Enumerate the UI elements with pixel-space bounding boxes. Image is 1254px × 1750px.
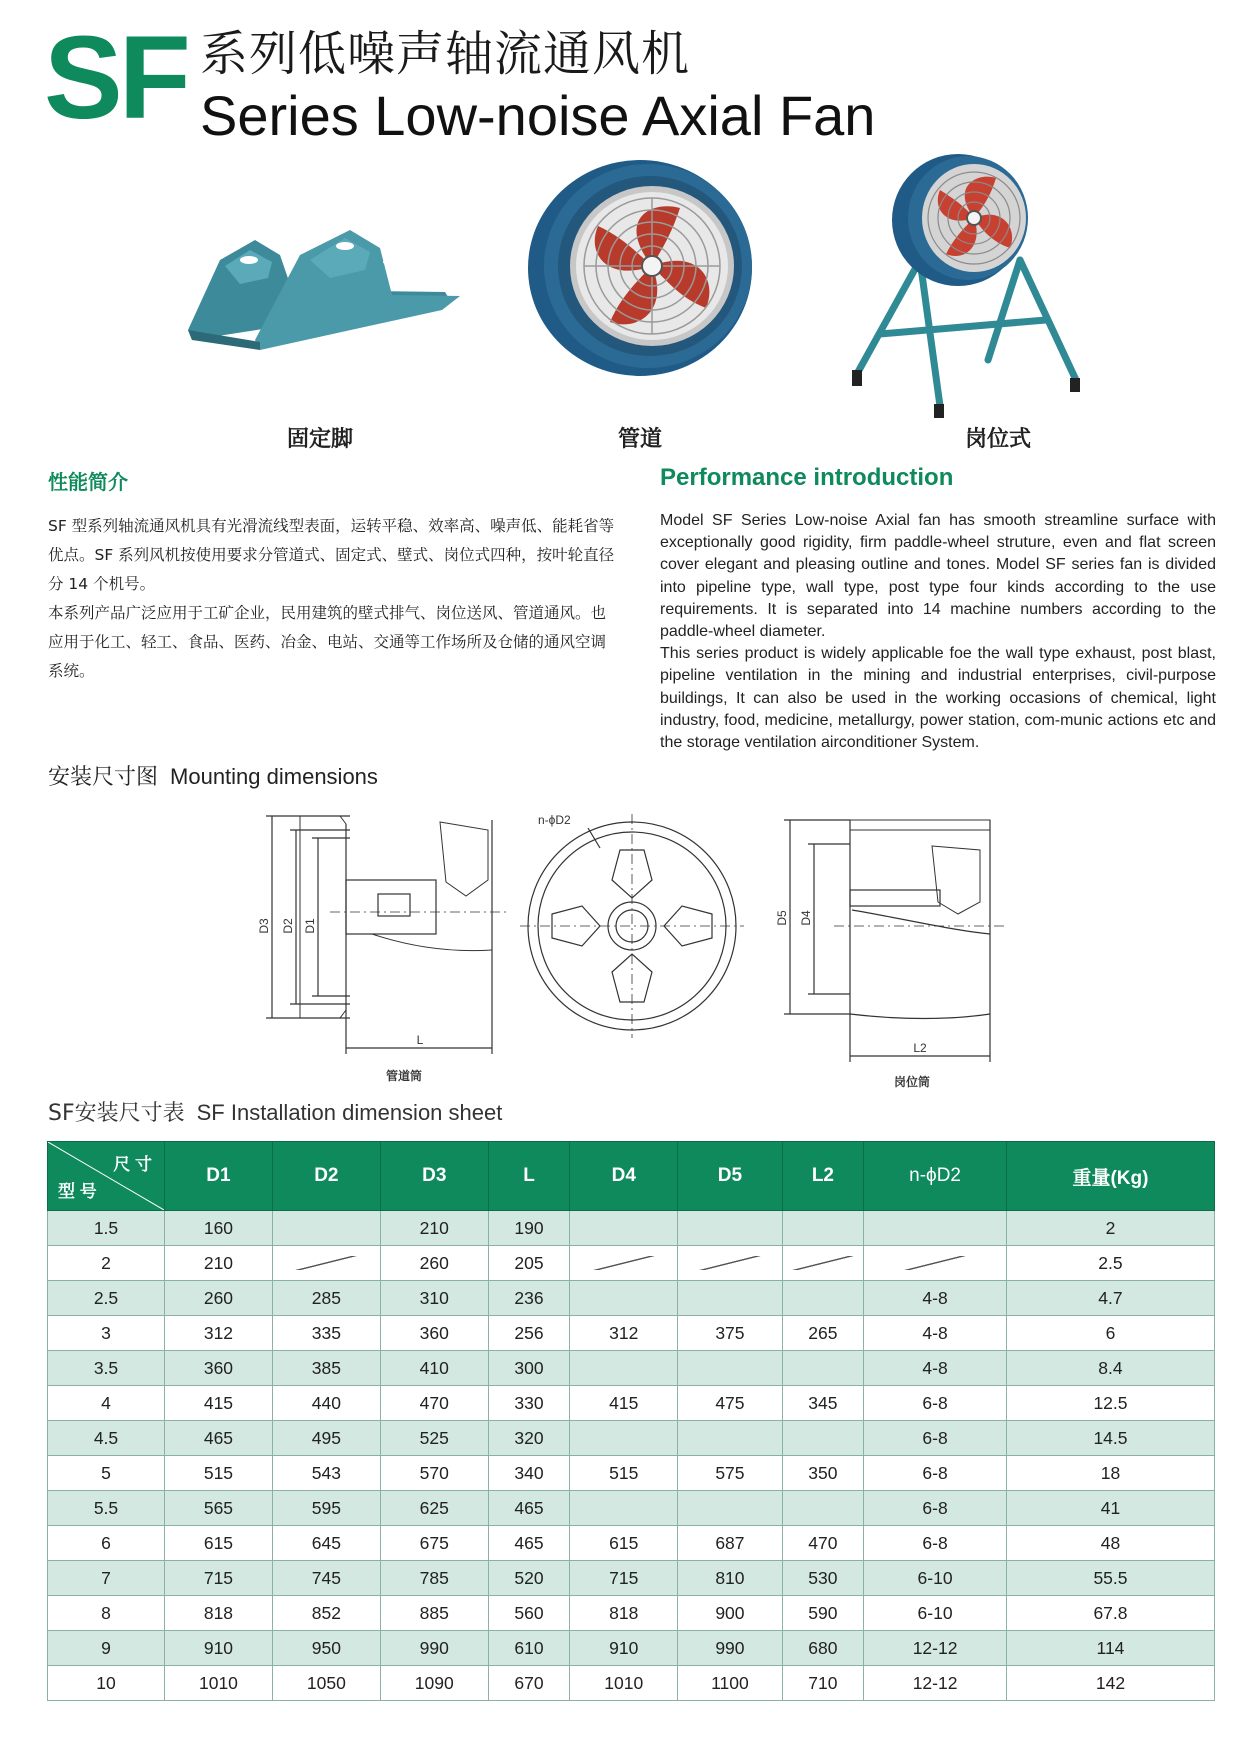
table-row — [48, 1211, 1215, 1246]
table-cell: 210 — [165, 1246, 273, 1281]
corner-label-size: 尺 寸 — [113, 1155, 152, 1174]
table-cell: 910 — [165, 1631, 273, 1666]
column-header: D1 — [165, 1142, 273, 1211]
table-cell: 236 — [488, 1281, 570, 1316]
table-row — [48, 1666, 1215, 1701]
post-caption: 岗位筒 — [893, 1075, 931, 1089]
model-cell: 9 — [48, 1631, 165, 1666]
intro-text-en — [660, 510, 1216, 754]
table-cell: 67.8 — [1006, 1596, 1214, 1631]
table-cell: 14.5 — [1006, 1421, 1214, 1456]
table-cell: 575 — [678, 1456, 782, 1491]
label-l2: L2 — [913, 1041, 927, 1055]
page-title-en: Series Low-noise Axial Fan — [200, 84, 876, 147]
table-cell — [864, 1246, 1007, 1281]
table-cell: 114 — [1006, 1631, 1214, 1666]
table-cell: 312 — [570, 1316, 678, 1351]
table-row — [48, 1421, 1215, 1456]
table-cell: 312 — [165, 1316, 273, 1351]
column-header: D5 — [678, 1142, 782, 1211]
table-cell: 1010 — [165, 1666, 273, 1701]
table-cell: 543 — [272, 1456, 380, 1491]
table-cell: 818 — [165, 1596, 273, 1631]
table-cell: 4-8 — [864, 1316, 1007, 1351]
table-cell: 525 — [380, 1421, 488, 1456]
table-cell: 12-12 — [864, 1666, 1007, 1701]
label-d1: D1 — [303, 918, 317, 934]
table-cell: 6 — [1006, 1316, 1214, 1351]
table-cell — [782, 1211, 864, 1246]
intro-paragraph-cn-1: SF 型系列轴流通风机具有光滑流线型表面，运转平稳、效率高、噪声低、能耗省等优点。SF 系列风机按使用要求分管道式、固定式、壁式、岗位式四种，按叶轮直径分 14 个机号。 — [48, 517, 615, 593]
table-cell: 415 — [165, 1386, 273, 1421]
table-cell: 900 — [678, 1596, 782, 1631]
table-cell: 465 — [165, 1421, 273, 1456]
table-cell: 950 — [272, 1631, 380, 1666]
duct-caption: 管道筒 — [385, 1069, 423, 1083]
table-cell: 6-10 — [864, 1596, 1007, 1631]
table-cell: 440 — [272, 1386, 380, 1421]
mounting-title-cn: 安装尺寸图 — [48, 765, 159, 790]
table-cell: 265 — [782, 1316, 864, 1351]
table-cell: 515 — [165, 1456, 273, 1491]
table-cell — [782, 1491, 864, 1526]
table-cell — [864, 1211, 1007, 1246]
table-cell: 300 — [488, 1351, 570, 1386]
table-cell: 360 — [165, 1351, 273, 1386]
table-cell — [678, 1351, 782, 1386]
model-cell: 6 — [48, 1526, 165, 1561]
table-cell — [570, 1351, 678, 1386]
table-cell: 885 — [380, 1596, 488, 1631]
intro-paragraph-en-1: Model SF Series Low-noise Axial fan has smooth streamline surface with exceptionally good rigidity, firm paddle-wheel struture, even and flat screen cover elegant and pleasing outline and tones. Model SF series fan is divided into pipeline type, wall type, post type four kinds according to the use requirements. It is separated into 14 machine numbers according to the paddle-wheel diameter. — [660, 512, 1216, 641]
table-row — [48, 1526, 1215, 1561]
table-cell: 818 — [570, 1596, 678, 1631]
table-cell: 645 — [272, 1526, 380, 1561]
table-cell: 340 — [488, 1456, 570, 1491]
intro-text-cn — [48, 512, 618, 686]
table-cell: 385 — [272, 1351, 380, 1386]
table-cell — [272, 1246, 380, 1281]
table-cell: 565 — [165, 1491, 273, 1526]
table-cell: 670 — [488, 1666, 570, 1701]
intro-heading-en: Performance introduction — [660, 464, 954, 491]
table-cell: 160 — [165, 1211, 273, 1246]
table-corner-header — [48, 1142, 165, 1211]
table-cell: 990 — [678, 1631, 782, 1666]
table-cell — [678, 1491, 782, 1526]
table-body — [48, 1211, 1215, 1701]
label-d5: D5 — [775, 910, 789, 926]
table-cell: 360 — [380, 1316, 488, 1351]
table-cell: 465 — [488, 1526, 570, 1561]
table-cell: 12-12 — [864, 1631, 1007, 1666]
table-cell: 2.5 — [1006, 1246, 1214, 1281]
table-cell: 6-10 — [864, 1561, 1007, 1596]
sheet-title-cn: SF安装尺寸表 — [48, 1101, 185, 1126]
post-side-drawing — [784, 820, 1006, 1062]
table-cell: 530 — [782, 1561, 864, 1596]
table-row — [48, 1631, 1215, 1666]
mounting-title-en: Mounting dimensions — [170, 764, 378, 789]
table-cell — [272, 1211, 380, 1246]
table-cell: 625 — [380, 1491, 488, 1526]
corner-label-model: 型 号 — [58, 1182, 97, 1201]
column-header: D4 — [570, 1142, 678, 1211]
table-cell: 590 — [782, 1596, 864, 1631]
table-row — [48, 1351, 1215, 1386]
table-cell: 18 — [1006, 1456, 1214, 1491]
table-cell: 41 — [1006, 1491, 1214, 1526]
model-cell: 2 — [48, 1246, 165, 1281]
column-header: 重量(Kg) — [1006, 1142, 1214, 1211]
table-cell — [570, 1246, 678, 1281]
product-label-base: 固定脚 — [286, 427, 353, 452]
sheet-title — [48, 1096, 502, 1127]
table-cell: 745 — [272, 1561, 380, 1596]
table-cell: 495 — [272, 1421, 380, 1456]
table-cell: 470 — [380, 1386, 488, 1421]
table-cell: 375 — [678, 1316, 782, 1351]
table-cell: 410 — [380, 1351, 488, 1386]
table-cell: 1010 — [570, 1666, 678, 1701]
column-header: D2 — [272, 1142, 380, 1211]
model-cell: 4.5 — [48, 1421, 165, 1456]
table-cell — [570, 1211, 678, 1246]
table-cell: 330 — [488, 1386, 570, 1421]
table-cell: 260 — [380, 1246, 488, 1281]
table-row — [48, 1316, 1215, 1351]
table-cell: 710 — [782, 1666, 864, 1701]
intro-paragraph-cn-2: 本系列产品广泛应用于工矿企业，民用建筑的壁式排气、岗位送风、管道通风。也应用于化工、轻工、食品、医药、冶金、电站、交通等工作场所及仓储的通风空调系统。 — [48, 604, 607, 680]
duct-fan-image — [520, 160, 760, 384]
table-cell — [570, 1491, 678, 1526]
column-header: L2 — [782, 1142, 864, 1211]
table-cell: 680 — [782, 1631, 864, 1666]
table-cell: 615 — [570, 1526, 678, 1561]
table-cell: 12.5 — [1006, 1386, 1214, 1421]
model-cell: 4 — [48, 1386, 165, 1421]
model-cell: 3.5 — [48, 1351, 165, 1386]
dimension-table — [47, 1141, 1215, 1701]
table-cell: 6-8 — [864, 1421, 1007, 1456]
table-cell: 715 — [570, 1561, 678, 1596]
label-d3: D3 — [257, 918, 271, 934]
table-cell: 415 — [570, 1386, 678, 1421]
table-cell — [678, 1281, 782, 1316]
duct-side-drawing — [266, 816, 510, 1054]
table-cell: 910 — [570, 1631, 678, 1666]
model-cell: 1.5 — [48, 1211, 165, 1246]
table-cell: 465 — [488, 1491, 570, 1526]
sf-logo: SF — [44, 12, 187, 144]
table-cell: 475 — [678, 1386, 782, 1421]
table-cell: 785 — [380, 1561, 488, 1596]
table-row — [48, 1596, 1215, 1631]
table-cell: 310 — [380, 1281, 488, 1316]
table-cell: 852 — [272, 1596, 380, 1631]
product-label-duct: 管道 — [617, 427, 662, 452]
table-cell: 520 — [488, 1561, 570, 1596]
table-row — [48, 1456, 1215, 1491]
table-cell: 350 — [782, 1456, 864, 1491]
table-cell: 345 — [782, 1386, 864, 1421]
table-cell — [678, 1211, 782, 1246]
table-cell: 205 — [488, 1246, 570, 1281]
table-cell: 4-8 — [864, 1281, 1007, 1316]
table-cell: 4.7 — [1006, 1281, 1214, 1316]
table-cell: 48 — [1006, 1526, 1214, 1561]
table-cell: 260 — [165, 1281, 273, 1316]
table-cell — [570, 1421, 678, 1456]
sheet-title-en: SF Installation dimension sheet — [196, 1100, 503, 1125]
table-cell: 615 — [165, 1526, 273, 1561]
model-cell: 10 — [48, 1666, 165, 1701]
model-cell: 7 — [48, 1561, 165, 1596]
table-cell — [570, 1281, 678, 1316]
label-l: L — [416, 1033, 424, 1047]
label-holes: n-ϕD2 — [538, 813, 571, 827]
table-cell: 285 — [272, 1281, 380, 1316]
table-cell: 210 — [380, 1211, 488, 1246]
table-cell: 6-8 — [864, 1456, 1007, 1491]
table-header-row — [48, 1142, 1215, 1211]
mounting-title — [48, 760, 378, 791]
table-cell — [678, 1421, 782, 1456]
table-cell: 715 — [165, 1561, 273, 1596]
table-row — [48, 1281, 1215, 1316]
label-d4: D4 — [799, 910, 813, 926]
table-cell: 6-8 — [864, 1491, 1007, 1526]
table-cell: 560 — [488, 1596, 570, 1631]
intro-heading-cn: 性能简介 — [48, 470, 128, 494]
mounting-base-image — [180, 200, 460, 354]
table-cell: 1090 — [380, 1666, 488, 1701]
column-header: L — [488, 1142, 570, 1211]
table-cell: 6-8 — [864, 1386, 1007, 1421]
table-cell — [678, 1246, 782, 1281]
table-cell — [782, 1246, 864, 1281]
table-cell: 1100 — [678, 1666, 782, 1701]
table-cell: 142 — [1006, 1666, 1214, 1701]
table-cell — [782, 1421, 864, 1456]
table-cell: 610 — [488, 1631, 570, 1666]
table-cell: 687 — [678, 1526, 782, 1561]
table-cell: 810 — [678, 1561, 782, 1596]
table-cell: 320 — [488, 1421, 570, 1456]
table-cell: 470 — [782, 1526, 864, 1561]
table-cell: 335 — [272, 1316, 380, 1351]
table-cell: 190 — [488, 1211, 570, 1246]
model-cell: 8 — [48, 1596, 165, 1631]
model-cell: 5 — [48, 1456, 165, 1491]
table-cell: 595 — [272, 1491, 380, 1526]
model-cell: 3 — [48, 1316, 165, 1351]
table-cell: 6-8 — [864, 1526, 1007, 1561]
table-row — [48, 1386, 1215, 1421]
table-cell: 1050 — [272, 1666, 380, 1701]
column-header: n-ϕD2 — [864, 1142, 1007, 1211]
table-row — [48, 1561, 1215, 1596]
table-cell — [782, 1281, 864, 1316]
table-cell: 570 — [380, 1456, 488, 1491]
front-view-drawing — [520, 814, 744, 1038]
table-cell: 8.4 — [1006, 1351, 1214, 1386]
table-cell: 990 — [380, 1631, 488, 1666]
table-row — [48, 1246, 1215, 1281]
intro-paragraph-en-2: This series product is widely applicable foe the wall type exhaust, post blast, pipeline ventilation in the mining and industrial enterprises, civil-purpose buildings, It can also be used in the working occasions of chemical, light industry, food, medicine, metallurgy, power station, com-munic actions etc and the storage ventilation airconditioner System. — [660, 645, 1216, 752]
model-cell: 2.5 — [48, 1281, 165, 1316]
table-row — [48, 1491, 1215, 1526]
mounting-drawings — [0, 800, 1254, 1100]
table-cell: 256 — [488, 1316, 570, 1351]
table-cell: 515 — [570, 1456, 678, 1491]
page-title-cn: 系列低噪声轴流通风机 — [200, 26, 691, 82]
post-fan-image — [850, 150, 1080, 424]
table-cell: 4-8 — [864, 1351, 1007, 1386]
table-cell: 675 — [380, 1526, 488, 1561]
table-cell: 55.5 — [1006, 1561, 1214, 1596]
table-cell: 2 — [1006, 1211, 1214, 1246]
table-cell — [782, 1351, 864, 1386]
model-cell: 5.5 — [48, 1491, 165, 1526]
product-label-post: 岗位式 — [964, 427, 1031, 452]
column-header: D3 — [380, 1142, 488, 1211]
label-d2: D2 — [281, 918, 295, 934]
